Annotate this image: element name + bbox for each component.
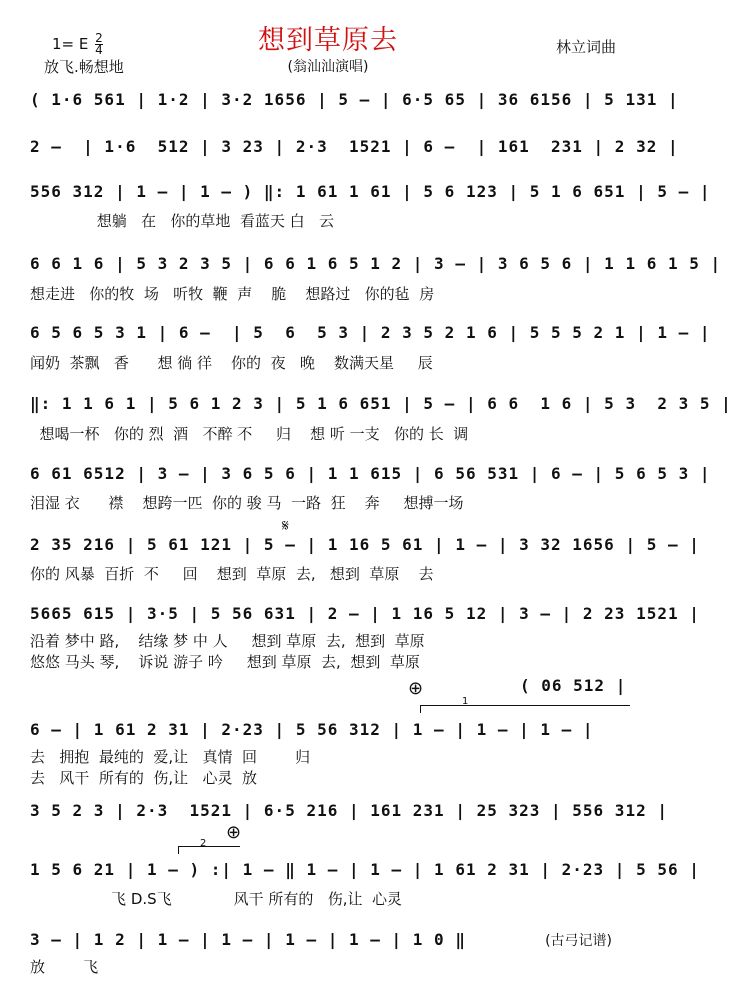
- notation-row-3: 556 312 | 1 – | 1 – ) ‖: 1 61 1 61 | 5 6 123 | 5 1 6 651 | 5 – |: [30, 182, 711, 201]
- volta-two-number: 2: [200, 838, 207, 849]
- lyric-row-7: 泪湿 衣 襟 想跨一匹 你的 骏 马 一路 狂 奔 想搏一场: [30, 494, 464, 512]
- notation-row-5: 6 5 6 5 3 1 | 6 – | 5 6 5 3 | 2 3 5 2 1 6 | 5 5 5 2 1 | 1 – |: [30, 323, 711, 342]
- notation-row-10: 6 – | 1 61 2 31 | 2·23 | 5 56 312 | 1 – | 1 – | 1 – |: [30, 720, 594, 739]
- pickup-measure: ( 06 512 |: [520, 676, 627, 695]
- lyric-row-6: 想喝一杯 你的 烈 酒 不醉 不 归 想 听 一支 你的 长 调: [30, 425, 469, 443]
- volta-one-tick: [420, 705, 421, 713]
- time-bottom: 4: [95, 43, 103, 57]
- transcriber-credit: (古弓记谱): [545, 933, 612, 949]
- lyric-row-9a: 沿着 梦中 路, 结缘 梦 中 人 想到 草原 去, 想到 草原: [30, 632, 425, 650]
- singer-credit: (翁汕汕演唱): [287, 59, 369, 75]
- lyric-row-8: 你的 风暴 百折 不 回 想到 草原 去, 想到 草原 去: [30, 565, 434, 583]
- notation-row-4: 6 6 1 6 | 5 3 2 3 5 | 6 6 1 6 5 1 2 | 3 – | 3 6 5 6 | 1 1 6 1 5 |: [30, 254, 722, 273]
- volta-one-line: [420, 705, 630, 706]
- coda-mark: ⊕: [408, 678, 424, 699]
- composer-credit: 林立词曲: [555, 38, 616, 56]
- volta-two-tick: [178, 846, 179, 854]
- lyric-row-13: 放 飞: [30, 958, 99, 976]
- lyric-row-3: 想躺 在 你的草地 看蓝天 白 云: [30, 212, 334, 230]
- volta-two-line: [178, 846, 240, 847]
- lyric-row-9b: 悠悠 马头 琴, 诉说 游子 吟 想到 草原 去, 想到 草原: [30, 653, 420, 671]
- volta-one-number: 1: [462, 696, 469, 707]
- coda-mark-2: ⊕: [226, 822, 242, 843]
- notation-row-1: ( 1·6 561 | 1·2 | 3·2 1656 | 5 – | 6·5 65 | 36 6156 | 5 131 |: [30, 90, 679, 109]
- key-signature: [52, 33, 103, 56]
- lyric-row-12: 飞 D.S飞 风干 所有的 伤,让 心灵: [30, 890, 403, 908]
- lyric-row-5: 闻奶 茶飘 香 想 徜 徉 你的 夜 晚 数满天星 辰: [30, 354, 433, 372]
- tempo-mood: 放飞.畅想地: [44, 58, 124, 76]
- segno-mark: 𝄋: [282, 516, 289, 535]
- notation-row-13: 3 – | 1 2 | 1 – | 1 – | 1 – | 1 – | 1 0 ‖: [30, 930, 466, 949]
- lyric-row-10b: 去 风干 所有的 伤,让 心灵 放: [30, 769, 257, 787]
- notation-row-11: 3 5 2 3 | 2·3 1521 | 6·5 216 | 161 231 | 25 323 | 556 312 |: [30, 801, 668, 820]
- time-top: 2: [95, 31, 103, 45]
- lyric-row-4: 想走进 你的牧 场 听牧 鞭 声 脆 想路过 你的毡 房: [30, 285, 435, 303]
- notation-row-2: 2 – | 1·6 512 | 3 23 | 2·3 1521 | 6 – | 161 231 | 2 32 |: [30, 137, 679, 156]
- lyric-row-10a: 去 拥抱 最纯的 爱,让 真情 回 归: [30, 748, 311, 766]
- notation-row-6: ‖: 1 1 6 1 | 5 6 1 2 3 | 5 1 6 651 | 5 – | 6 6 1 6 | 5 3 2 3 5 |: [30, 394, 732, 413]
- key-label: 1= E: [52, 35, 89, 53]
- time-signature: [95, 33, 103, 56]
- song-title: 想到草原去: [258, 25, 398, 56]
- notation-row-8: 2 35 216 | 5 61 121 | 5 – | 1 16 5 61 | 1 – | 3 32 1656 | 5 – |: [30, 535, 700, 554]
- notation-row-7: 6 61 6512 | 3 – | 3 6 5 6 | 1 1 615 | 6 56 531 | 6 – | 5 6 5 3 |: [30, 464, 711, 483]
- notation-row-9: 5665 615 | 3·5 | 5 56 631 | 2 – | 1 16 5 12 | 3 – | 2 23 1521 |: [30, 604, 700, 623]
- notation-row-12: 1 5 6 21 | 1 – ) :| 1 – ‖ 1 – | 1 – | 1 61 2 31 | 2·23 | 5 56 |: [30, 860, 700, 879]
